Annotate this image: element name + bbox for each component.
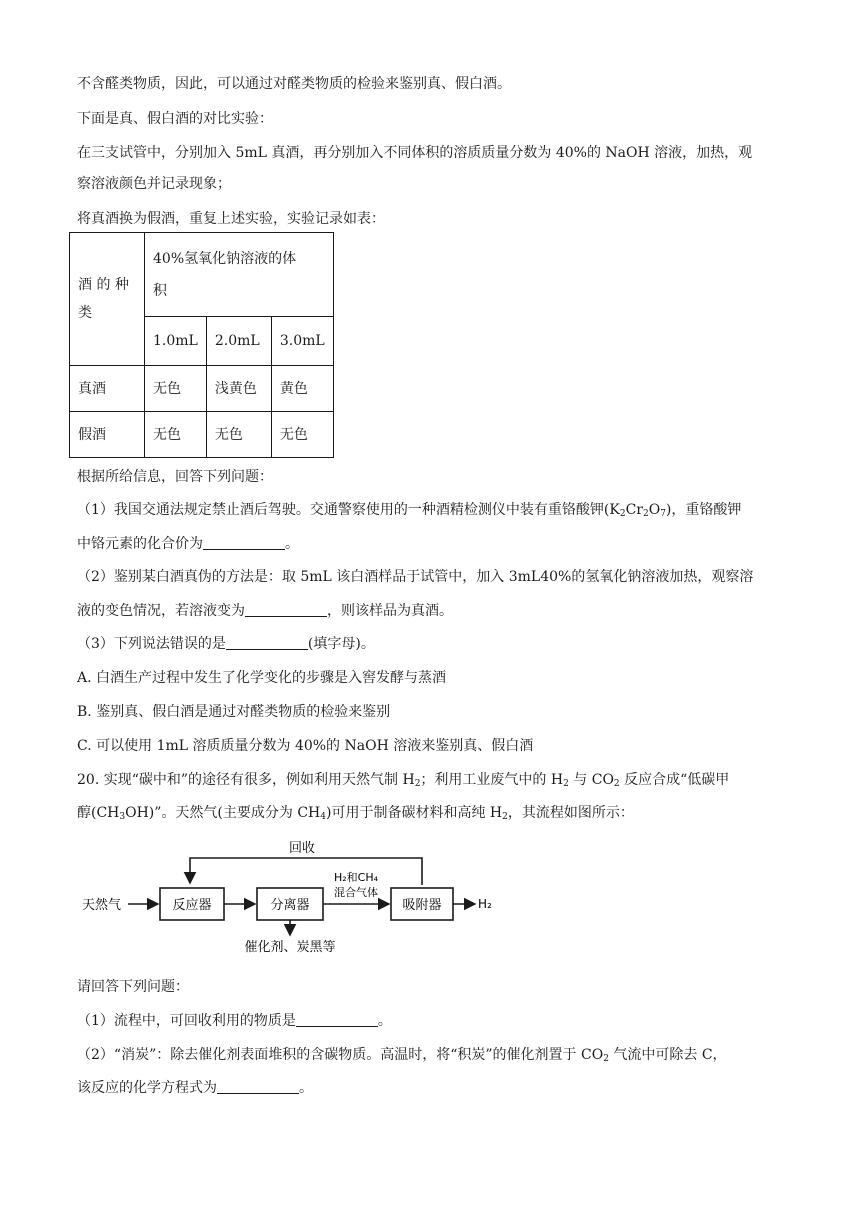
adsorber-label: 吸附器 [402, 898, 442, 913]
wine-type-cell: 假酒 [70, 412, 145, 458]
intro-line-4: 察溶液颜色并记录现象； [77, 176, 231, 192]
q19-part2-line1: （2）鉴别某白酒真伪的方法是：取 5mL 该白酒样品于试管中，加入 3mL40%的氢氧化钠溶液加热，观察溶 [77, 569, 754, 585]
answer-blank[interactable] [217, 1079, 299, 1094]
color-cell: 黄色 [271, 366, 333, 412]
option-a: A. 白酒生产过程中发生了化学变化的步骤是入窖发酵与蒸酒 [77, 670, 447, 686]
process-flow-diagram [80, 835, 510, 960]
intro-line-3: 在三支试管中，分别加入 5mL 真酒，再分别加入不同体积的溶质质量分数为 40%的 NaOH 溶液，加热，观 [77, 145, 753, 161]
col-header-line-1: 40%氢氧化钠溶液的体 [153, 250, 297, 267]
volume-cell: 2.0mL [206, 317, 271, 366]
wine-type-cell: 真酒 [70, 366, 145, 412]
experiment-table [69, 232, 334, 458]
row-header-line-1: 酒 的 种 [78, 277, 129, 293]
reactor-label: 反应器 [172, 898, 212, 913]
option-c: C. 可以使用 1mL 溶质质量分数为 40%的 NaOH 溶液来鉴别真、假白酒 [77, 738, 534, 754]
volume-cell: 1.0mL [145, 317, 207, 366]
q20-ask: 请回答下列问题： [77, 979, 189, 995]
intro-line-1: 不含醛类物质，因此，可以通过对醛类物质的检验来鉴别真、假白酒。 [77, 76, 511, 92]
volume-cell: 3.0mL [271, 317, 333, 366]
col-header-line-2: 积 [153, 282, 167, 299]
color-cell: 浅黄色 [206, 366, 271, 412]
answer-blank[interactable] [203, 535, 285, 550]
input-label: 天然气 [82, 898, 122, 913]
recycle-label: 回收 [288, 841, 316, 856]
table-row [70, 366, 334, 412]
separator-label: 分离器 [270, 898, 310, 913]
q19-lead: 根据所给信息，回答下列问题： [77, 469, 273, 485]
option-b: B. 鉴别真、假白酒是通过对醛类物质的检验来鉴别 [77, 704, 391, 720]
color-cell: 无色 [145, 412, 207, 458]
recycle-arrow [190, 858, 422, 885]
col-header-cell [145, 233, 334, 317]
row-header-cell [70, 233, 145, 366]
q20-line1: 20. 实现“碳中和”的途径有很多，例如利用天然气制 $H_2$；利用工业废气中的 $H_2$ 与 $CO_2$ 反应合成“低碳甲 [77, 772, 730, 789]
color-cell: 无色 [145, 366, 207, 412]
answer-blank[interactable] [296, 1012, 378, 1027]
answer-blank[interactable] [226, 635, 308, 650]
q20-part2-line1: （2）“消炭”：除去催化剂表面堆积的含碳物质。高温时，将“积炭”的催化剂置于 $CO_2$ 气流中可除去 C， [77, 1047, 727, 1064]
q20-line2: 醇$(CH_3OH)$”。天然气(主要成分为 $CH_4$)可用于制备碳材料和高纯 $H_2$，其流程如图所示： [77, 805, 634, 822]
answer-blank[interactable] [245, 602, 327, 617]
q20-part1: （1）流程中，可回收利用的物质是 。 [77, 1013, 392, 1029]
color-cell: 无色 [206, 412, 271, 458]
q19-part2-line2: 液的变色情况，若溶液变为 ，则该样品为真酒。 [77, 603, 453, 619]
row-header-line-2: 类 [78, 305, 92, 321]
intro-line-5: 将真酒换为假酒，重复上述实验，实验记录如表： [77, 211, 385, 227]
q20-part2-line2: 该反应的化学方程式为 。 [77, 1080, 313, 1096]
output-label: H₂ [478, 897, 492, 911]
intro-line-2: 下面是真、假白酒的对比实验： [77, 111, 273, 127]
q19-part3: （3）下列说法错误的是 (填字母)。 [77, 636, 375, 652]
mixed-gas-label-1: H₂和CH₄ [333, 871, 379, 884]
q19-part1-line1: （1）我国交通法规定禁止酒后驾驶。交通警察使用的一种酒精检测仪中装有重铬酸钾$(K_2Cr_2O_7)$，重铬酸钾 [77, 502, 742, 519]
table-row [70, 412, 334, 458]
mixed-gas-label-2: 混合气体 [334, 886, 378, 899]
byproduct-label: 催化剂、炭黑等 [244, 940, 336, 955]
color-cell: 无色 [271, 412, 333, 458]
q19-part1-line2: 中铬元素的化合价为 。 [77, 536, 299, 552]
